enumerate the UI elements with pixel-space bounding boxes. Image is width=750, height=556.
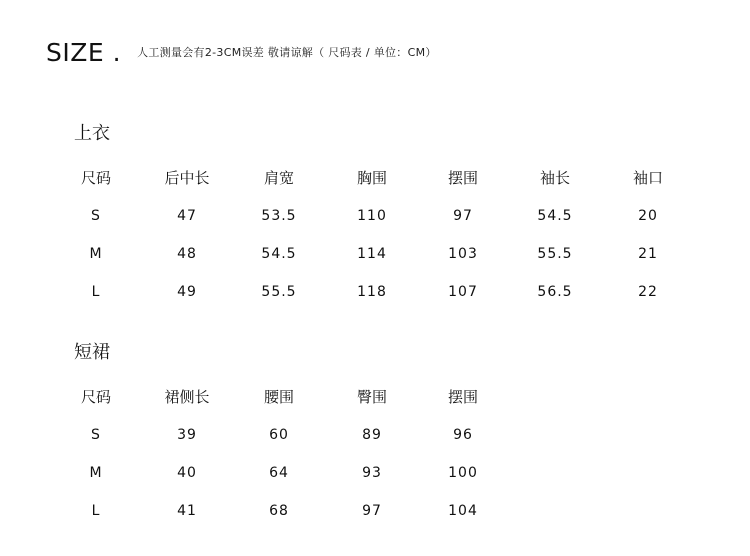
page-header	[46, 36, 437, 68]
size-cell: M	[89, 246, 103, 262]
column-header-waist: 腰围	[263, 388, 294, 406]
table-cell: 40	[177, 465, 197, 481]
size-cell: M	[89, 465, 103, 481]
column-header-hem: 摆围	[447, 388, 478, 406]
table-cell: 54.5	[537, 208, 573, 224]
size-cell: S	[91, 208, 101, 224]
table-header-row	[0, 387, 750, 407]
column-header-sleeve-length: 袖长	[539, 169, 570, 187]
column-header-back-length: 后中长	[164, 169, 210, 187]
table-cell: 110	[357, 208, 387, 224]
section-title-skirt: 短裙	[74, 342, 110, 363]
table-cell: 89	[362, 427, 382, 443]
table-cell: 103	[448, 246, 478, 262]
table-cell: 21	[638, 246, 658, 262]
table-cell: 64	[269, 465, 289, 481]
table-cell: 114	[357, 246, 387, 262]
size-cell: S	[91, 427, 101, 443]
table-cell: 55.5	[261, 284, 297, 300]
table-cell: 97	[362, 503, 382, 519]
table-cell: 104	[448, 503, 478, 519]
table-cell: 49	[177, 284, 197, 300]
table-cell: 39	[177, 427, 197, 443]
table-cell: 56.5	[537, 284, 573, 300]
size-cell: L	[91, 284, 101, 300]
table-cell: 41	[177, 503, 197, 519]
size-cell: L	[91, 503, 101, 519]
measurement-note: 人工测量会有2-3CM误差 敬请谅解（ 尺码表 / 单位：CM）	[137, 46, 437, 59]
table-cell: 53.5	[261, 208, 297, 224]
table-row	[0, 501, 750, 521]
column-header-cuff: 袖口	[632, 169, 663, 187]
section-title-top: 上衣	[74, 123, 110, 144]
table-row	[0, 425, 750, 445]
column-header-shoulder: 肩宽	[263, 169, 294, 187]
table-cell: 93	[362, 465, 382, 481]
table-cell: 47	[177, 208, 197, 224]
column-header-hip: 臀围	[356, 388, 387, 406]
table-cell: 54.5	[261, 246, 297, 262]
column-header-size: 尺码	[80, 169, 111, 187]
table-cell: 68	[269, 503, 289, 519]
table-header-row	[0, 168, 750, 188]
table-cell: 107	[448, 284, 478, 300]
table-row	[0, 206, 750, 226]
table-cell: 22	[638, 284, 658, 300]
table-cell: 48	[177, 246, 197, 262]
table-cell: 96	[453, 427, 473, 443]
size-title: SIZE .	[46, 37, 122, 67]
table-cell: 20	[638, 208, 658, 224]
column-header-hem: 摆围	[447, 169, 478, 187]
table-cell: 97	[453, 208, 473, 224]
table-cell: 118	[357, 284, 387, 300]
table-cell: 60	[269, 427, 289, 443]
column-header-size: 尺码	[80, 388, 111, 406]
table-cell: 55.5	[537, 246, 573, 262]
table-row	[0, 244, 750, 264]
column-header-side-length: 裙侧长	[164, 388, 210, 406]
column-header-chest: 胸围	[356, 169, 387, 187]
table-row	[0, 282, 750, 302]
table-cell: 100	[448, 465, 478, 481]
table-row	[0, 463, 750, 483]
